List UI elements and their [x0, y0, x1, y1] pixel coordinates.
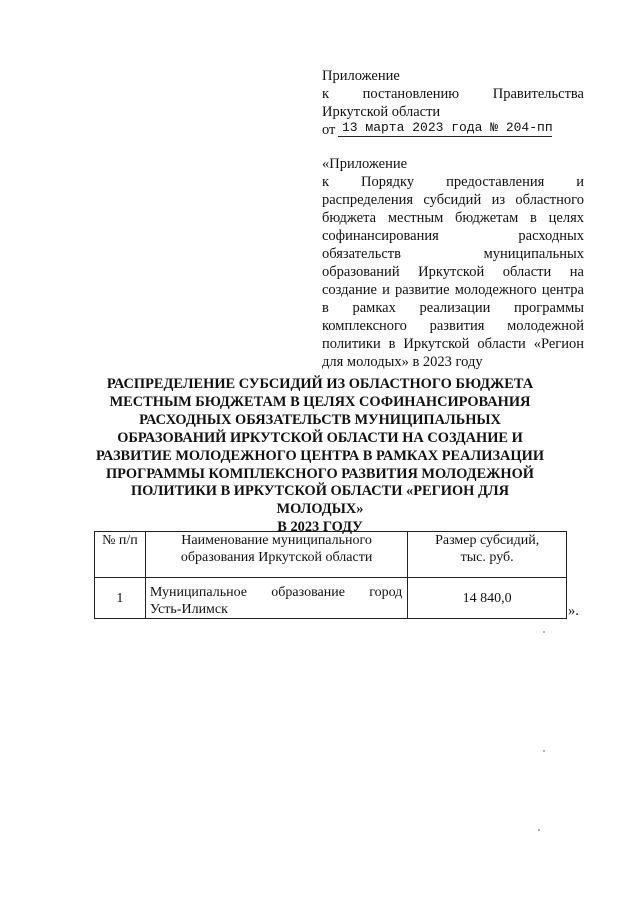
quoted-line-4: софинансирования расходных — [322, 228, 584, 244]
header-num-label: № п/п — [102, 533, 138, 548]
quoted-appendix-label: «Приложение — [322, 156, 408, 172]
header-name-line-2: образования Иркутской области — [180, 550, 373, 565]
quoted-line-2: распределения субсидий из областного — [322, 192, 584, 208]
title-line-5: РАЗВИТИЕ МОЛОДЕЖНОГО ЦЕНТРА В РАМКАХ РЕАЛИЗАЦИИ — [95, 447, 545, 464]
row-name-line-1: Муниципальное образование город — [149, 585, 403, 600]
scan-speck — [543, 750, 545, 752]
header-amount-line-1: Размер субсидий, — [435, 533, 540, 548]
quoted-last-line: для молодых» в 2023 году — [322, 354, 483, 370]
quoted-line-8: в рамках реализации программы — [322, 300, 584, 316]
title-line-4: ОБРАЗОВАНИЙ ИРКУТСКОЙ ОБЛАСТИ НА СОЗДАНИЕ И — [117, 429, 523, 446]
row-name-line-2: Усть-Илимск — [149, 602, 228, 617]
quoted-line-3: бюджета местным бюджетам в целях — [322, 210, 584, 226]
title-line-1: РАСПРЕДЕЛЕНИЕ СУБСИДИЙ ИЗ ОБЛАСТНОГО БЮДЖЕТА — [106, 376, 534, 392]
row-amount-cell — [408, 578, 567, 619]
header-num — [95, 532, 146, 578]
closing-quote-mark: ». — [568, 603, 579, 619]
row-name-cell — [145, 578, 407, 619]
quoted-line-7: создание и развитие молодежного центра — [322, 282, 584, 298]
table-row — [95, 578, 567, 619]
quoted-line-1: к Порядку предоставления и — [322, 174, 584, 190]
scan-speck — [538, 829, 540, 831]
title-line-6: ПРОГРАММЫ КОМПЛЕКСНОГО РАЗВИТИЯ МОЛОДЕЖНОЙ — [105, 465, 534, 482]
word-k: к — [322, 86, 330, 102]
row-num-cell — [95, 578, 146, 619]
appendix-to-resolution-line — [322, 85, 584, 103]
appendix-region-line: Иркутской области — [322, 104, 441, 120]
date-prefix: от — [322, 122, 336, 138]
header-amount-line-2: тыс. руб. — [460, 550, 514, 565]
title-line-3: РАСХОДНЫХ ОБЯЗАТЕЛЬСТВ МУНИЦИПАЛЬНЫХ — [139, 411, 501, 428]
subsidy-distribution-table — [94, 531, 567, 619]
quoted-line-6: образований Иркутской области на — [322, 264, 584, 280]
quoted-line-5: обязательств муниципальных — [322, 246, 584, 262]
document-title — [90, 376, 550, 537]
appendix-label: Приложение — [322, 68, 400, 84]
row-amount: 14 840,0 — [462, 590, 512, 606]
title-line-8: В 2023 ГОДУ — [277, 519, 363, 536]
header-name-line-1: Наименование муниципального — [181, 533, 372, 548]
word-postanovleniyu: постановлению — [362, 86, 460, 102]
table-header-row — [95, 532, 567, 578]
title-line-2: МЕСТНЫМ БЮДЖЕТАМ В ЦЕЛЯХ СОФИНАНСИРОВАНИЯ — [109, 393, 531, 410]
header-name — [145, 532, 407, 578]
header-amount — [408, 532, 567, 578]
quoted-line-10: политики в Иркутской области «Регион — [322, 336, 584, 352]
row-num: 1 — [116, 590, 124, 606]
date-value: 13 марта 2023 года № 204-пп — [342, 120, 553, 135]
scan-speck — [543, 631, 545, 633]
title-line-7: ПОЛИТИКИ В ИРКУТСКОЙ ОБЛАСТИ «РЕГИОН ДЛЯ МОЛОДЫХ» — [130, 483, 509, 518]
quoted-line-9: комплексного развития молодежной — [322, 318, 584, 334]
word-pravitelstva: Правительства — [492, 86, 584, 102]
